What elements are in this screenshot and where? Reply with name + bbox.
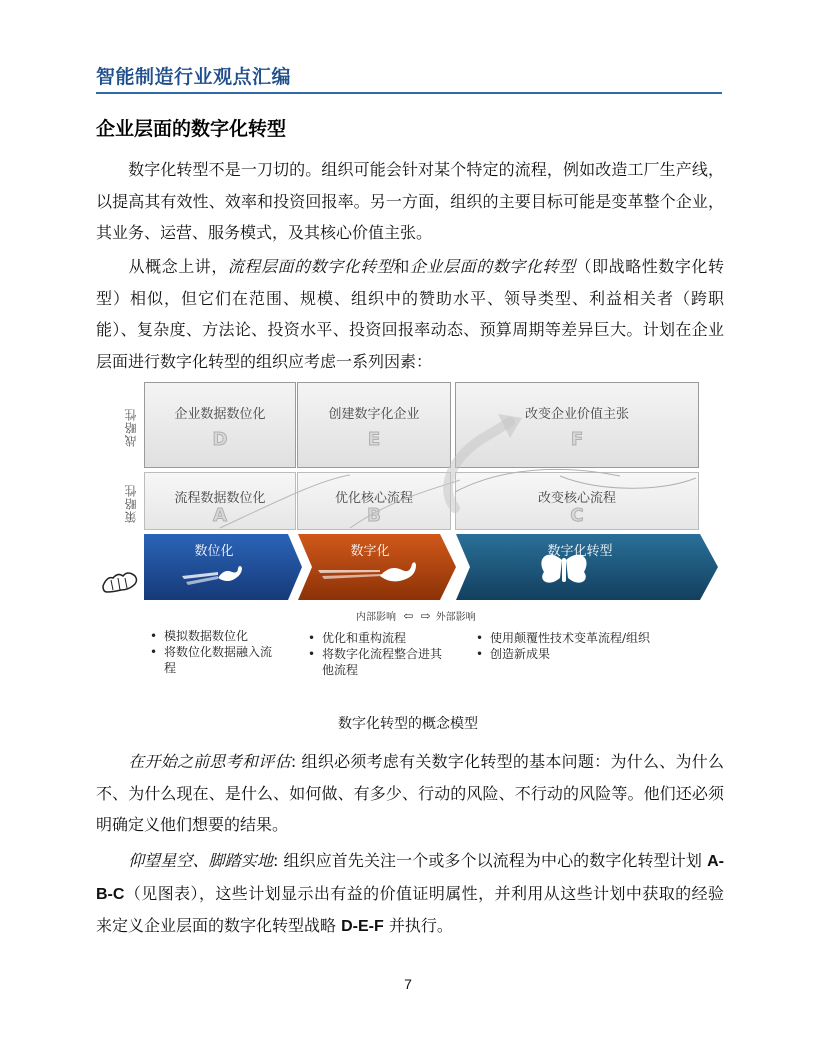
paragraph-4-bold-abc: A-B-C <box>96 853 724 903</box>
external-influence-label: 外部影响 <box>435 612 476 623</box>
internal-influence-label: 内部影响 <box>356 612 396 623</box>
box-e-letter: E <box>367 429 381 450</box>
bullet-list-transformation <box>474 630 704 662</box>
paragraph-2-emphasis-1: 流程层面的数字化转型 <box>227 257 394 276</box>
paragraph-2-text-b: 和 <box>393 257 410 276</box>
banner-label-digitalization: 数字化 <box>350 544 390 559</box>
concept-model-diagram <box>100 380 720 690</box>
paragraph-4-text-a: : 组织应首先关注一个或多个以流程为中心的数字化转型计划 <box>272 851 708 870</box>
paragraph-3-emphasis: 在开始之前思考和评估 <box>128 752 291 771</box>
list-item: • 将数位化数据融入流程 <box>148 644 278 676</box>
box-a-letter: A <box>213 505 227 526</box>
influence-legend <box>356 608 476 623</box>
paragraph-4-text-c: （见图表），这些计划显示出有益的价值证明属性，并利用从这些计划中获取的经验来定义企业层面的数字化转型战略 <box>96 883 724 935</box>
box-e-label: 创建数字化企业 <box>328 407 420 422</box>
box-f-label: 改变企业价值主张 <box>524 407 629 422</box>
arrow-right-icon: ⇨ <box>420 609 431 623</box>
paragraph-3 <box>96 746 724 841</box>
box-c-letter: C <box>570 505 584 526</box>
figure-caption: 数字化转型的概念模型 <box>338 716 478 732</box>
paragraph-4-bold-def: D-E-F <box>341 918 384 935</box>
list-item: • 模拟数据数位化 <box>148 628 278 644</box>
banner-label-digitization: 数位化 <box>194 544 234 559</box>
arrow-left-icon: ⇦ <box>403 609 414 623</box>
list-item: • 将数字化流程整合进其他流程 <box>306 646 446 678</box>
bullet-list-digitization <box>148 628 278 676</box>
banner-label-transformation: 数字化转型 <box>547 544 613 559</box>
box-f-letter: F <box>570 429 584 450</box>
wriggling-caterpillar-icon <box>100 570 140 594</box>
box-c-label: 改变核心流程 <box>537 491 616 506</box>
progression-curves <box>100 380 720 540</box>
header-rule <box>96 92 722 94</box>
box-a-label: 流程数据数位化 <box>174 491 266 506</box>
page-number: 7 <box>404 976 412 992</box>
list-item: • 优化和重构流程 <box>306 630 446 646</box>
paragraph-1-text: 数字化转型不是一刀切的。组织可能会针对某个特定的流程，例如改造工厂生产线，以提高其有效性、效率和投资回报率。另一方面，组织的主要目标可能是变革整个企业，其业务、运营、服务模式，及其核心价值主张。 <box>96 160 724 242</box>
header-title: 智能制造行业观点汇编 <box>96 66 292 88</box>
box-b-label: 优化核心流程 <box>334 491 413 506</box>
paragraph-2-emphasis-2: 企业层面的数字化转型 <box>409 257 576 276</box>
paragraph-4-text-d: 并执行。 <box>383 916 453 935</box>
paragraph-3-text: : 组织必须考虑有关数字化转型的基本问题：为什么、为什么不、为什么现在、是什么、如何做、有多少、行动的风险、不行动的风险等。他们还必须明确定义他们想要的结果。 <box>96 752 724 834</box>
row-label-tactical: 策略性 <box>124 484 138 523</box>
list-item: • 使用颠覆性技术变革流程/组织 <box>474 630 704 646</box>
paragraph-1 <box>96 154 724 249</box>
paragraph-2-text-a: 从概念上讲， <box>128 257 228 276</box>
section-title: 企业层面的数字化转型 <box>96 118 287 140</box>
paragraph-4 <box>96 845 724 943</box>
box-d-letter: D <box>212 429 228 450</box>
paragraph-4-emphasis: 仰望星空、脚踏实地 <box>128 851 273 870</box>
row-label-strategic: 战略性 <box>124 408 138 447</box>
box-b-letter: B <box>367 505 381 526</box>
box-d-label: 企业数据数位化 <box>174 407 266 422</box>
bullet-list-digitalization <box>306 630 446 678</box>
paragraph-2-text-c: （即战略性数字化转型）相似，但它们在范围、规模、组织中的赞助水平、领导类型、利益相关者（跨职能）、复杂度、方法论、投资水平、投资回报率动态、预算周期等差异巨大。计划在企业层面进行数字化转型的组织应考虑一系列因素： <box>96 257 724 371</box>
paragraph-2 <box>96 251 724 377</box>
list-item: • 创造新成果 <box>474 646 704 662</box>
